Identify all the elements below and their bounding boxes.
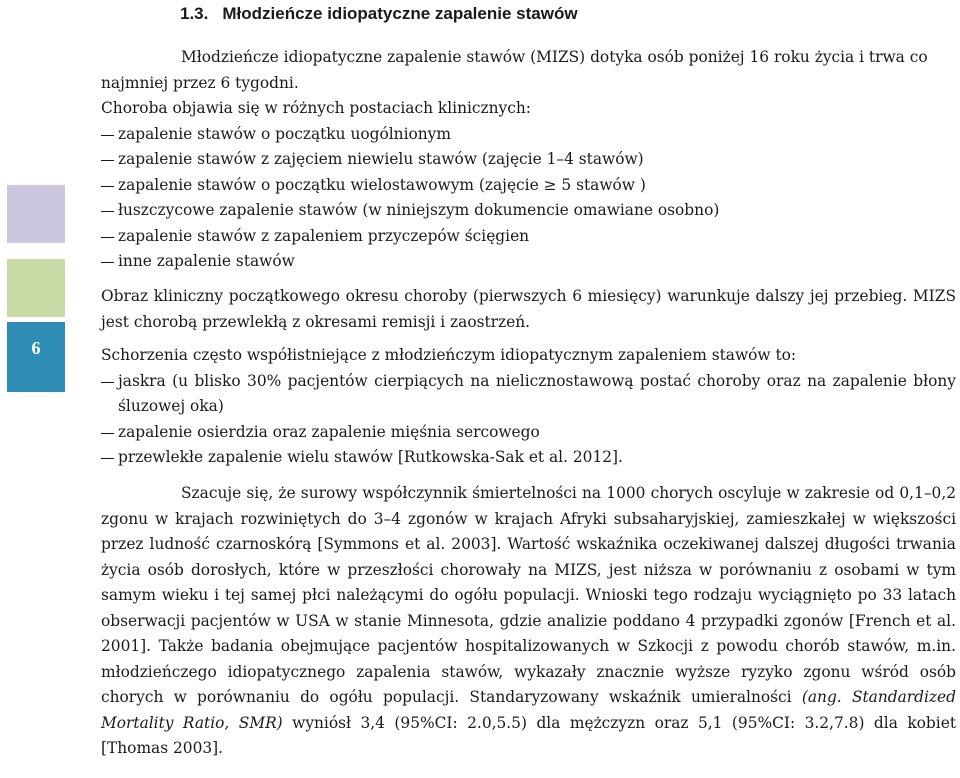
section-number: 1.3. <box>180 4 209 23</box>
mortality-text-end: wyniósł 3,4 (95%CI: 2.0,5.5) dla mężczyzn oraz 5,1 (95%CI: 3.2,7.8) dla kobiet [Thomas 2003]. <box>101 713 957 757</box>
mortality-italic-term: (ang. Standardized Mortality Ratio, SMR) <box>101 688 956 732</box>
chapter-number: 6 <box>31 338 41 358</box>
mortality-text: Szacuje się, że surowy współczynnik śmiertelności na 1000 chorych oscyluje w zakresie od 0,1–0,2 zgonu w krajach rozwiniętych do 3–4 zgonów w krajach Afryki subsaharyjskiej, zamieszkałej w większości przez ludność czarnoskórą [Symmons et al. 2003]. Wartość wskaźnika oczekiwanej dalszej długości trwania życia osób dorosłych, które w przeszłości chorowały na MIZS, jest niższa w porównaniu z osobami w tym samym wieku i tej samej płci należącymi do ogółu populacji. Wnioski tego rodzaju wyciągnięto po 33 latach obserwacji pacjentów w USA w stanie Minnesota, gdzie analizie poddano 4 przypadki zgonów [French et al. 2001]. Także badania obejmujące pacjentów hospitalizowanych w Szkocji z powodu chorób stawów, m.in. młodzieńczego idiopatycznego zapalenia stawów, wykazały znacznie wyższe ryzyko zgonu wśród osób chorych w porównaniu do ogółu populacji. Standaryzowany wskaźnik umieralności <box>101 484 956 706</box>
course-section <box>101 284 956 335</box>
chapter-tab-purple-block <box>7 185 65 243</box>
list-item: zapalenie stawów o początku wielostawowym (zajęcie ≥ 5 stawów ) <box>101 173 956 199</box>
list-item: przewlekłe zapalenie wielu stawów [Rutkowska-Sak et al. 2012]. <box>101 445 956 471</box>
list-item: zapalenie osierdzia oraz zapalenie mięśnia sercowego <box>101 420 956 446</box>
chapter-tab-green-block <box>7 259 65 317</box>
course-paragraph: Obraz kliniczny początkowego okresu choroby (pierwszych 6 miesięcy) warunkuje dalszy jej przebieg. MIZS jest chorobą przewlekłą z okresami remisji i zaostrzeń. <box>101 287 956 331</box>
section-title: Młodzieńcze idiopatyczne zapalenie stawów <box>222 4 578 23</box>
section-heading <box>180 4 578 24</box>
list-item: zapalenie stawów z zapaleniem przyczepów ścięgien <box>101 224 956 250</box>
list-item: jaskra (u blisko 30% pacjentów cierpiących na nielicznostawową postać choroby oraz na zapalenie błony śluzowej oka) <box>101 369 956 420</box>
list-item: zapalenie stawów o początku uogólnionym <box>101 122 956 148</box>
mortality-section <box>101 481 956 762</box>
intro-paragraph: Młodzieńcze idiopatyczne zapalenie stawów (MIZS) dotyka osób poniżej 16 roku życia i trwa co najmniej przez 6 tygodni. <box>101 48 928 92</box>
comorbidities-section <box>101 343 956 471</box>
list-item: łuszczycowe zapalenie stawów (w niniejszym dokumencie omawiane osobno) <box>101 198 956 224</box>
list-item: zapalenie stawów z zajęciem niewielu stawów (zajęcie 1–4 stawów) <box>101 147 956 173</box>
forms-lead: Choroba objawia się w różnych postaciach klinicznych: <box>101 99 531 117</box>
intro-section <box>101 45 956 275</box>
comorbidities-lead: Schorzenia często współistniejące z młodzieńczym idiopatycznym zapaleniem stawów to: <box>101 346 797 364</box>
list-item: inne zapalenie stawów <box>101 249 956 275</box>
mortality-paragraph <box>101 481 956 762</box>
